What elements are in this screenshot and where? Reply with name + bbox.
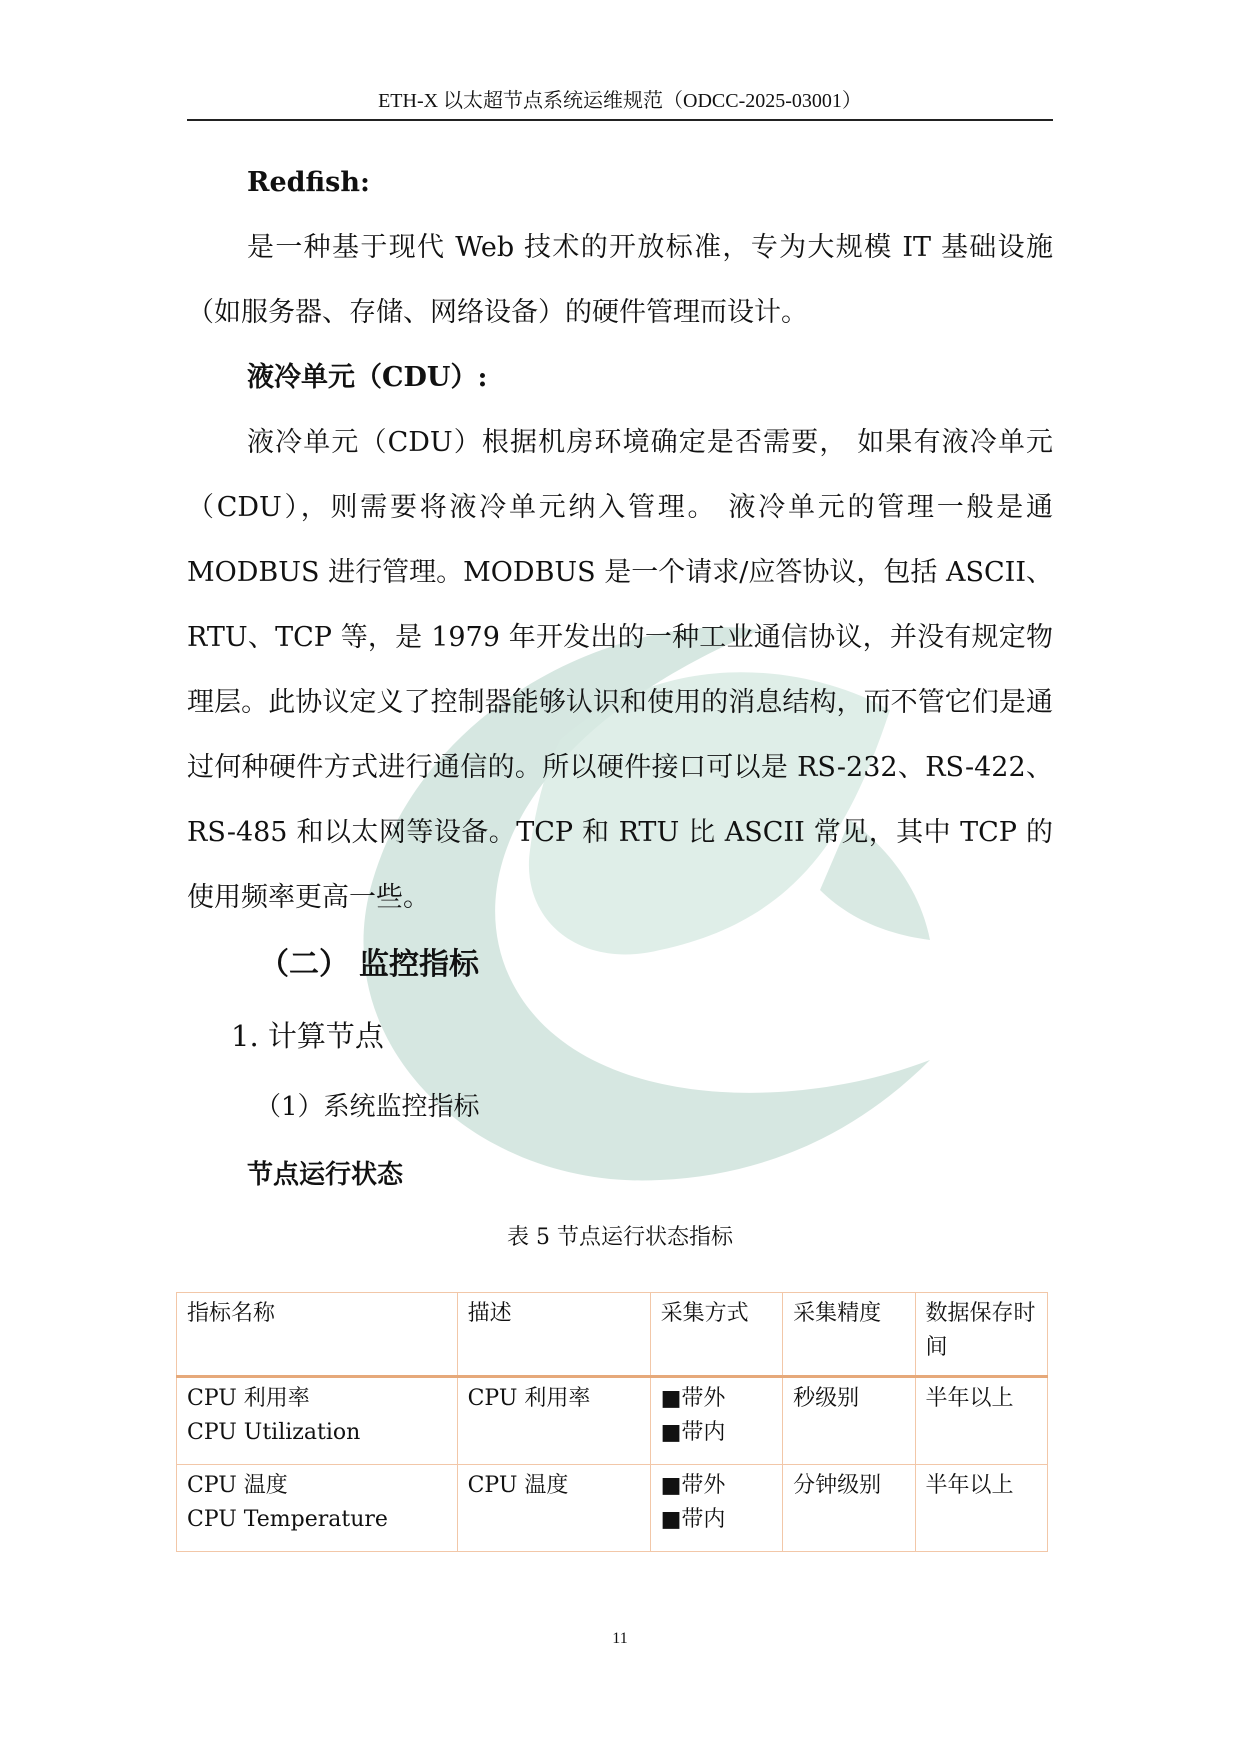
cell-description: CPU 温度	[457, 1465, 650, 1552]
metric-name-cn: CPU 利用率	[187, 1386, 310, 1411]
cell-metric-name	[177, 1465, 458, 1552]
term-redfish: Redfish:	[247, 167, 370, 198]
metric-name-en: CPU Utilization	[187, 1420, 361, 1445]
column-header: 采集方式	[650, 1293, 782, 1377]
cell-collection-method	[650, 1377, 782, 1465]
cell-precision: 分钟级别	[783, 1465, 915, 1552]
page-number: 11	[612, 1630, 628, 1647]
column-header: 采集精度	[783, 1293, 915, 1377]
paragraph-cdu: 液冷单元（CDU）根据机房环境确定是否需要， 如果有液冷单元（CDU），则需要将液冷单元纳入管理。 液冷单元的管理一般是通MODBUS 进行管理。MODBUS 是一个请求/应答协议，包括 ASCII、RTU、TCP 等，是 1979 年开发出的一种工业通信协议，并没有规定物理层。此协议定义了控制器能够认识和使用的消息结构，而不管它们是通过何种硬件方式进行通信的。所以硬件接口可以是 RS-232、RS-422、RS-485 和以太网等设备。TCP 和 RTU 比 ASCII 常见，其中 TCP 的使用频率更高一些。	[187, 427, 1053, 913]
column-header: 指标名称	[177, 1293, 458, 1377]
cell-precision: 秒级别	[783, 1377, 915, 1465]
page-body	[187, 150, 1053, 1268]
metrics-table	[176, 1292, 1048, 1552]
subsection-system-metrics: （1）系统监控指标	[255, 1092, 480, 1122]
column-header: 描述	[457, 1293, 650, 1377]
subsection-node-status: 节点运行状态	[247, 1160, 404, 1190]
page-header: ETH-X 以太超节点系统运维规范（ODCC-2025-03001）	[187, 84, 1053, 121]
table-caption: 表 5 节点运行状态指标	[507, 1225, 733, 1250]
cell-description: CPU 利用率	[457, 1377, 650, 1465]
method-out-of-band: ■带外	[660, 1473, 726, 1498]
table-row	[177, 1465, 1048, 1552]
cell-metric-name	[177, 1377, 458, 1465]
section-number: （二）	[259, 947, 349, 982]
paragraph-redfish: 是一种基于现代 Web 技术的开放标准，专为大规模 IT 基础设施（如服务器、存储、网络设备）的硬件管理而设计。	[187, 232, 1053, 328]
table-row	[177, 1377, 1048, 1465]
method-in-band: ■带内	[660, 1507, 726, 1532]
metric-name-cn: CPU 温度	[187, 1473, 288, 1498]
section-heading-monitoring	[259, 930, 1053, 1000]
section-title: 监控指标	[359, 947, 479, 982]
table-header-row	[177, 1293, 1048, 1377]
method-in-band: ■带内	[660, 1420, 726, 1445]
cell-retention: 半年以上	[915, 1377, 1047, 1465]
cell-retention: 半年以上	[915, 1465, 1047, 1552]
column-header: 数据保存时间	[915, 1293, 1047, 1377]
method-out-of-band: ■带外	[660, 1386, 726, 1411]
metric-name-en: CPU Temperature	[187, 1507, 388, 1532]
cell-collection-method	[650, 1465, 782, 1552]
subsection-compute-node: 1. 计算节点	[231, 1019, 384, 1053]
term-cdu: 液冷单元（CDU）:	[247, 362, 488, 393]
